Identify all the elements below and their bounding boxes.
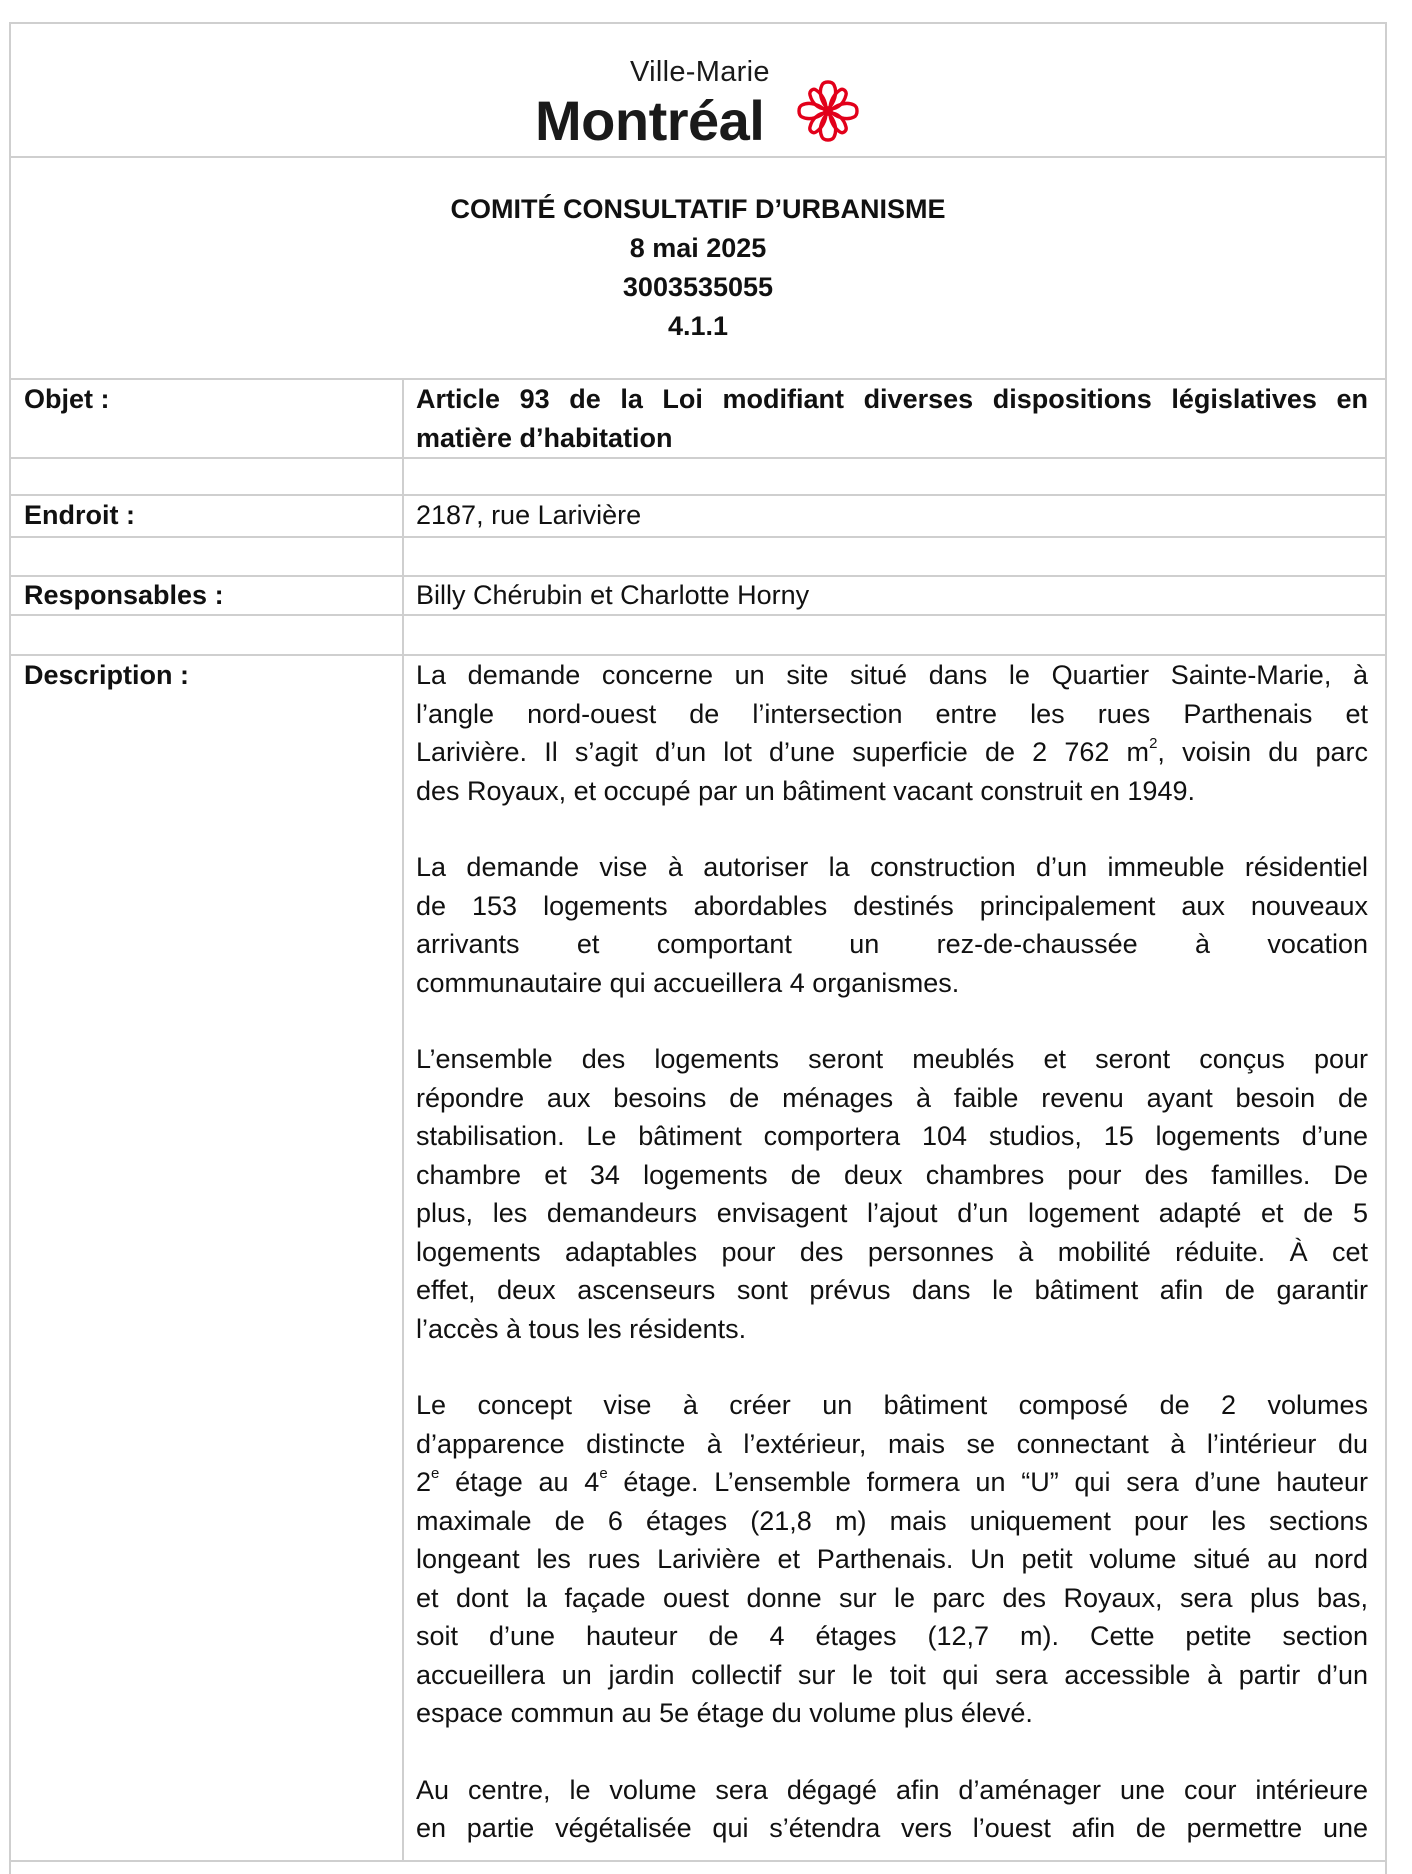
text-line: en partie végétalisée qui s’étendra vers l’ouest afin de permettre une xyxy=(416,1813,1368,1843)
text-line: La demande concerne un site situé dans le Quartier Sainte-Marie, à xyxy=(416,660,1368,690)
table-rule xyxy=(9,536,1387,538)
montreal-rosette-icon xyxy=(796,78,860,144)
meeting-date: 8 mai 2025 xyxy=(629,233,767,263)
text-line: arrivants et comportant un rez-de-chaussée à vocation xyxy=(416,929,1368,959)
text-line: effet, deux ascenseurs sont prévus dans le bâtiment afin de garantir xyxy=(416,1275,1368,1305)
table-rule xyxy=(9,457,1387,459)
description-paragraph-2 xyxy=(416,848,1368,1002)
text-line: répondre aux besoins de ménages à faible revenu ayant besoin de xyxy=(416,1082,1368,1113)
table-rule xyxy=(9,156,1387,158)
text-line: logements adaptables pour des personnes à mobilité réduite. À cet xyxy=(416,1236,1368,1267)
text-line: plus, les demandeurs envisagent l’ajout d’un logement adapté et de 5 xyxy=(416,1198,1368,1228)
text-run: Larivière. Il s’agit d’un lot d’une superficie de 2 762 m xyxy=(416,737,1150,767)
description-paragraph-4 xyxy=(416,1386,1368,1733)
objet-line: Article 93 de la Loi modifiant diverses dispositions législatives en xyxy=(416,384,1368,414)
description-label: Description : xyxy=(24,660,190,690)
objet-line: matière d’habitation xyxy=(416,422,673,453)
text-run: , voisin du parc xyxy=(1157,737,1369,767)
responsables-label: Responsables : xyxy=(24,580,224,610)
text-line: et dont la façade ouest donne sur le parc des Royaux, sera plus bas, xyxy=(416,1582,1368,1613)
objet-label: Objet : xyxy=(24,384,110,414)
column-rule xyxy=(402,378,404,1862)
text-line: soit d’une hauteur de 4 étages (12,7 m). Cette petite section xyxy=(416,1621,1368,1651)
text-line xyxy=(416,733,1368,772)
text-line: des Royaux, et occupé par un bâtiment vacant construit en 1949. xyxy=(416,775,1195,806)
text-line: stabilisation. Le bâtiment comportera 104 studios, 15 logements d’une xyxy=(416,1121,1368,1151)
superscript: 2 xyxy=(1149,735,1158,752)
agenda-item-number: 4.1.1 xyxy=(667,311,729,341)
text-line: d’apparence distincte à l’extérieur, mais se connectant à l’intérieur du xyxy=(416,1428,1368,1459)
superscript: e xyxy=(599,1465,608,1482)
text-run: étage. L’ensemble formera un “U” qui sera d’une hauteur xyxy=(607,1467,1368,1497)
text-line: La demande vise à autoriser la construction d’un immeuble résidentiel xyxy=(416,852,1368,882)
logo-city-name: Montréal xyxy=(535,89,765,152)
endroit-value: 2187, rue Larivière xyxy=(416,500,642,530)
text-run: étage au 4 xyxy=(439,1467,600,1497)
text-line: l’accès à tous les résidents. xyxy=(416,1313,747,1344)
text-line: Le concept vise à créer un bâtiment composé de 2 volumes xyxy=(416,1390,1368,1420)
text-line: longeant les rues Larivière et Parthenais. Un petit volume situé au nord xyxy=(416,1544,1368,1574)
text-line: L’ensemble des logements seront meublés et seront conçus pour xyxy=(416,1044,1368,1074)
text-line xyxy=(416,1463,1368,1502)
endroit-label: Endroit : xyxy=(24,500,135,530)
logo-borough-name: Ville-Marie xyxy=(630,56,770,88)
description-value xyxy=(416,656,1368,1848)
description-paragraph-3 xyxy=(416,1040,1368,1348)
file-number: 3003535055 xyxy=(622,272,774,302)
description-paragraph-5 xyxy=(416,1771,1368,1848)
text-line: maximale de 6 étages (21,8 m) mais uniquement pour les sections xyxy=(416,1505,1368,1536)
text-line: communautaire qui accueillera 4 organismes. xyxy=(416,967,960,998)
table-rule xyxy=(9,1860,1387,1862)
text-line: chambre et 34 logements de deux chambres pour des familles. De xyxy=(416,1159,1368,1190)
objet-value xyxy=(416,380,1368,457)
text-run: 2 xyxy=(416,1467,432,1497)
ville-marie-montreal-logo xyxy=(535,52,865,152)
description-paragraph-1 xyxy=(416,656,1368,810)
text-line: de 153 logements abordables destinés principalement aux nouveaux xyxy=(416,890,1368,921)
text-line: espace commun au 5e étage du volume plus élevé. xyxy=(416,1698,1033,1728)
meeting-header xyxy=(9,190,1387,346)
superscript: e xyxy=(431,1465,440,1482)
responsables-value: Billy Chérubin et Charlotte Horny xyxy=(416,580,810,610)
committee-title: COMITÉ CONSULTATIF D’URBANISME xyxy=(450,194,946,224)
text-line: Au centre, le volume sera dégagé afin d’aménager une cour intérieure xyxy=(416,1774,1368,1805)
text-line: l’angle nord-ouest de l’intersection entre les rues Parthenais et xyxy=(416,698,1368,729)
text-line: accueillera un jardin collectif sur le toit qui sera accessible à partir d’un xyxy=(416,1659,1368,1690)
